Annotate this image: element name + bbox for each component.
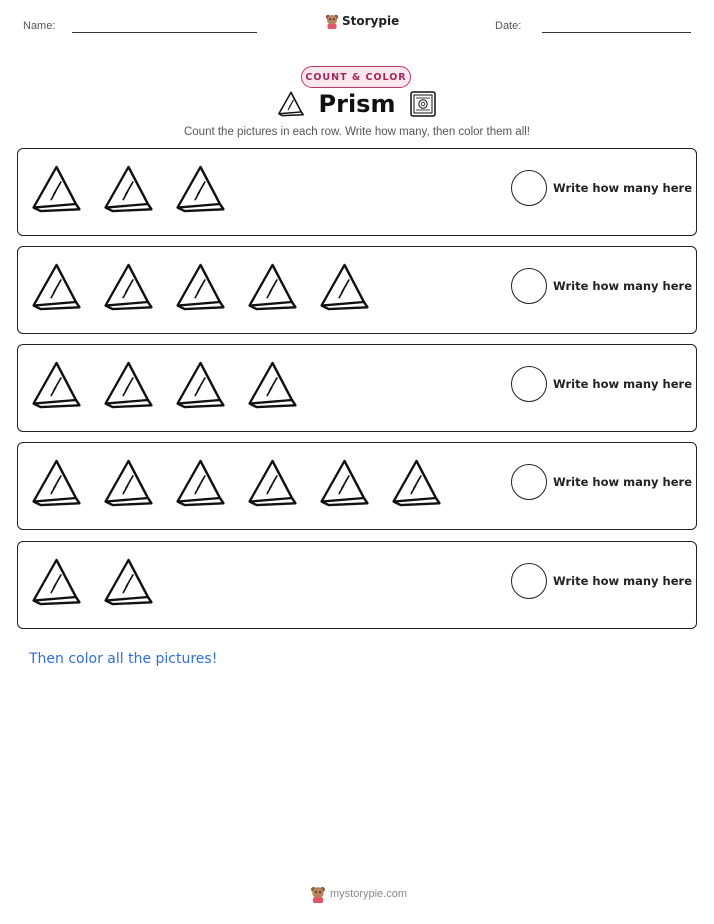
answer-circle[interactable] xyxy=(511,268,547,304)
bear-mascot-icon xyxy=(310,885,326,903)
answer-label: Write how many here xyxy=(553,377,692,391)
name-label: Name: xyxy=(23,20,56,32)
prism-items xyxy=(30,457,443,509)
prism-icon[interactable] xyxy=(318,457,371,509)
count-row xyxy=(17,442,697,530)
prism-icon[interactable] xyxy=(102,457,155,509)
page-title: Prism xyxy=(318,90,396,118)
date-line[interactable] xyxy=(542,32,691,33)
prism-icon[interactable] xyxy=(102,359,155,411)
answer-circle[interactable] xyxy=(511,563,547,599)
count-row xyxy=(17,541,697,629)
answer-area xyxy=(511,563,692,599)
footer-message: Then color all the pictures! xyxy=(29,651,218,667)
prism-icon[interactable] xyxy=(174,359,227,411)
answer-area xyxy=(511,268,692,304)
footer-site: mystorypie.com xyxy=(330,888,408,900)
prism-items xyxy=(30,261,371,313)
prism-items xyxy=(30,556,155,608)
date-label: Date: xyxy=(495,20,522,32)
answer-circle[interactable] xyxy=(511,170,547,206)
prism-icon[interactable] xyxy=(30,261,83,313)
prism-icon[interactable] xyxy=(30,457,83,509)
brand-name: Storypie xyxy=(342,14,400,28)
answer-area xyxy=(511,464,692,500)
prism-icon xyxy=(277,90,305,118)
instructions: Count the pictures in each row. Write how many, then color them all! xyxy=(183,126,531,138)
footer-brand xyxy=(310,885,407,903)
prism-icon[interactable] xyxy=(30,163,83,215)
prism-icon[interactable] xyxy=(102,261,155,313)
prism-icon[interactable] xyxy=(30,359,83,411)
brand-logo xyxy=(325,13,399,29)
name-line[interactable] xyxy=(72,32,257,33)
category-badge: COUNT & COLOR xyxy=(301,66,411,88)
answer-label: Write how many here xyxy=(553,574,692,588)
prism-items xyxy=(30,163,227,215)
prism-icon[interactable] xyxy=(246,261,299,313)
count-row xyxy=(17,344,697,432)
prism-icon[interactable] xyxy=(102,556,155,608)
answer-label: Write how many here xyxy=(553,279,692,293)
prism-icon[interactable] xyxy=(174,261,227,313)
bear-mascot-icon xyxy=(325,13,339,29)
answer-area xyxy=(511,366,692,402)
prism-icon[interactable] xyxy=(390,457,443,509)
count-row xyxy=(17,246,697,334)
title-row xyxy=(0,90,714,118)
wooden-block-icon xyxy=(409,90,437,118)
answer-circle[interactable] xyxy=(511,366,547,402)
prism-items xyxy=(30,359,299,411)
prism-icon[interactable] xyxy=(102,163,155,215)
prism-icon[interactable] xyxy=(318,261,371,313)
prism-icon[interactable] xyxy=(174,457,227,509)
count-row xyxy=(17,148,697,236)
answer-area xyxy=(511,170,692,206)
prism-icon[interactable] xyxy=(30,556,83,608)
prism-icon[interactable] xyxy=(246,457,299,509)
prism-icon[interactable] xyxy=(174,163,227,215)
answer-circle[interactable] xyxy=(511,464,547,500)
prism-icon[interactable] xyxy=(246,359,299,411)
answer-label: Write how many here xyxy=(553,475,692,489)
answer-label: Write how many here xyxy=(553,181,692,195)
